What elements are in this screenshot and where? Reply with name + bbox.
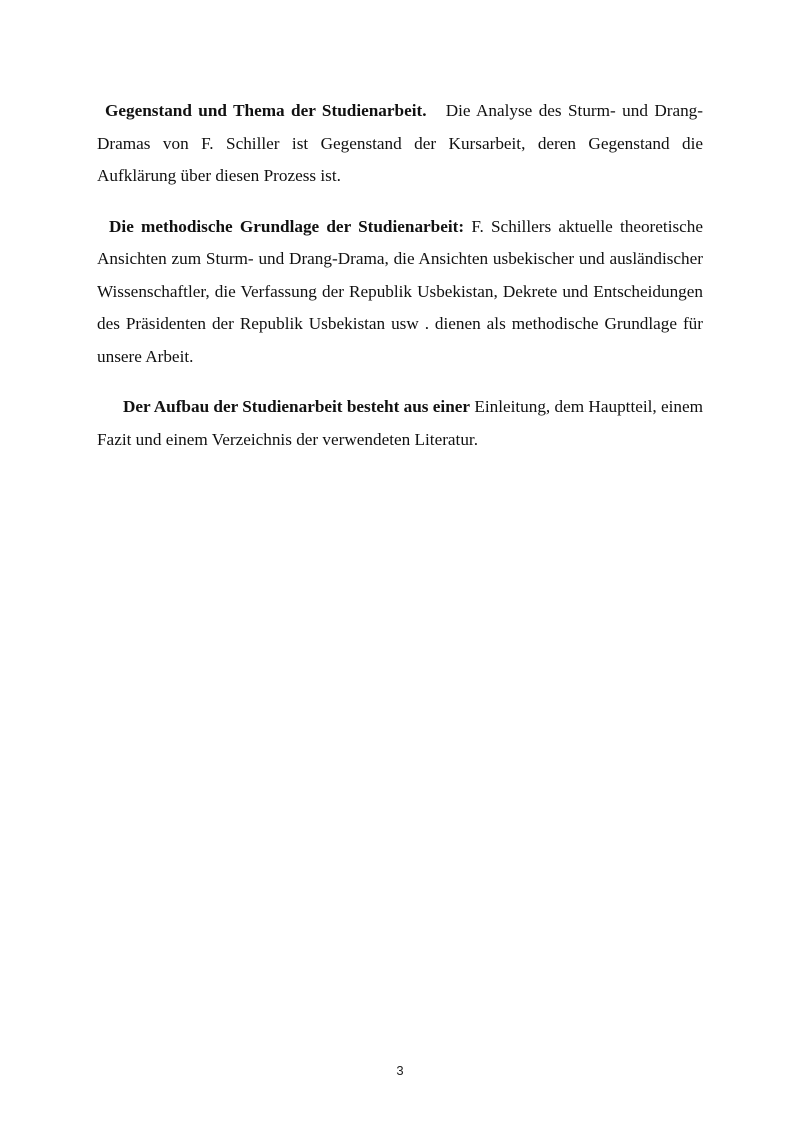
- paragraph-heading: Die methodische Grundlage der Studienarbeit:: [109, 216, 465, 236]
- paragraph-methodology: [97, 211, 703, 374]
- paragraph-heading: Der Aufbau der Studienarbeit besteht aus einer: [123, 397, 471, 416]
- page-content: [97, 95, 703, 474]
- paragraph-text: F. Schillers aktuelle theoretische Ansichten zum Sturm- und Drang-Drama, die Ansichten usbekischer und ausländischer Wissenschaftler, die Verfassung der Republik Usbekistan, Dekrete und Entscheidungen des Präsidenten der Republik Usbekistan usw . dienen als methodische Grundlage für unsere Arbeit.: [97, 216, 704, 366]
- paragraph-structure: [97, 391, 703, 456]
- paragraph-subject: [97, 95, 703, 193]
- paragraph-heading: Gegenstand und Thema der Studienarbeit.: [105, 101, 427, 120]
- page-number: 3: [396, 1063, 404, 1078]
- paragraph-text: Einleitung, dem Hauptteil, einem Fazit und einem Verzeichnis der verwendeten Literatur.: [97, 397, 703, 449]
- paragraph-text: Die Analyse des Sturm- und Drang-Dramas von F. Schiller ist Gegenstand der Kursarbeit, deren Gegenstand die Aufklärung über diesen Prozess ist.: [97, 101, 703, 185]
